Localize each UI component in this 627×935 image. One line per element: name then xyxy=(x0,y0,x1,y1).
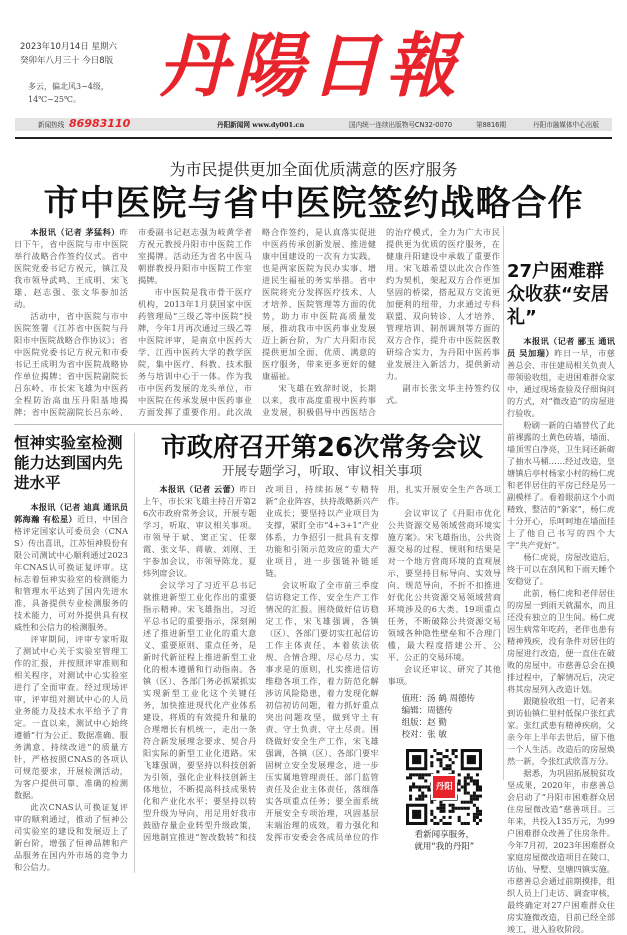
right-article-body: 本报讯（记者 郦玉 通讯员 吴加瑞）昨日一早，市慈善总会、市住建局相关负责人带领验收组，走进困难群众家中，通过现场查验及仔细询问的方式，对“微改造”的房屋进行验收。 粉刷一新的白墙替代了此前裸露的土黄色砖墙，墙面、墙顶雪白净亮，卫生间还新砌了抽水马桶……经过改造，皇塘镇后亭村杨家小村的杨仁虎和老伴居住的平房已经是另一副模样了。看着眼前这个小而精致、整洁的“新家”，杨仁虎十分开心，乐呵呵地在墙面挂上了他自己书写的四个大字“共产党好”。 杨仁虎说，房屋改造后，终于可以在刮风和下雨天睡个安稳觉了。 此前，杨仁虎和老伴居住的房屋一到雨天就漏水，而且还没有独立的卫生间。杨仁虎因生病常年吃药，老伴也患有精神残疾，没有条件对居住的房屋进行改造，便一直住在破败的房屋中。市慈善总会在摸排过程中，了解情况后，决定将其房屋列入改造计划。 跟随验收组一行，记者来到访仙镇仁里村低保户张红武家。张红武患有精神疾病，父亲今年上半年去世后，留下他一个人生活。改造后的房屋焕然一新，令张红武欣喜万分。 据悉，为巩固拓展脱贫攻坚成果，2020年，市慈善总会启动了“丹阳市困难群众居住房屋微改造”慈善项目。三年来，共投入135万元，为99户困难群众改善了住房条件。今年7月初，2023年困难群众家庭房屋微改造项目在陵口、访仙、导墅、皇塘四镇实施。市慈善总会通过前期摸排，组织人员上门走访、调查审核，最终确定对27户困难群众住房实施微改造，目前已经全部竣工，进入验收阶段。 xyxy=(507,336,615,934)
publisher: 丹阳市融媒体中心出版 xyxy=(533,121,599,129)
info-bar xyxy=(15,118,612,131)
right-article xyxy=(507,260,615,935)
column-divider xyxy=(134,433,135,873)
serial-number: 国内统一连续出版物号CN32-0070 xyxy=(349,121,453,129)
website-link[interactable]: 丹阳新闻网 www.dy001.cn xyxy=(217,121,305,129)
lead-article-headline: 市中医院与省中医院签约战略合作 xyxy=(43,184,584,224)
middle-article-body: 本报讯（记者 云蕾）昨日上午，市长宋飞雄主持召开第26次市政府常务会议，开展专题学习，听取、审议相关事项。市领导于斌、窦正宝、任翠霞、张文华、蒋敏、刘刚、王宇参加会议，市领导陈龙、夏炜列席会议。 会议学习了习近平总书记就推进新型工业化作出的重要指示精神。宋飞雄指出，习近平总书记的重要指示，深刻阐述了推进新型工业化的重大意义、重要原则、重点任务，是新时代新征程上推进新型工业化的根本遵循和行动指南。各镇（区）、各部门务必抓紧抓实实现新型工业化这个关键任务，加快推进现代化产业体系建设，将质的有效提升和量的合理增长有机统一，走出一条符合新发展理念要求、契合丹阳实际的新型工业化道路。宋飞雄强调，要坚持以科技创新为引领，强化企业科技创新主体地位，不断提高科技成果转化和产业化水平；要坚持以转型升级为导向，用足用好我市鼓励存量企业转型升级政策，因地制宜推进“智改数转”和技改项目，持续拓展“专精特新”企业阵容，扶持战略新兴产业成长；要坚持以产业项目为支撑，紧盯全市“4+3+1”产业体系，力争招引一批具有支撑功能和引领示范效应的重大产业项目，进一步强链补链延链。 会议听取了全市前三季度信访稳定工作、安全生产工作情况的汇报。围绕做好信访稳定工作，宋飞雄强调，各镇（区）、各部门要切实扛起信访工作主体责任，本着依法依规、合情合理、尽心尽力、实事求是的原则，扎实推进信访维稳各项工作，着力防范化解涉访风险隐患，着力发现化解初信初访问题，着力抓好重点突出问题攻坚，做到守土有责、守土负责、守土尽责。围绕做好安全生产工作，宋飞雄强调，各镇（区）、各部门要牢固树立安全发展理念，进一步压实属地管理责任、部门监管责任及企业主体责任，落细落实各项重点任务；要全面系统开展安全专项治理，巩固基层末端治理的成效，着力强化和发挥市安委会各成员单位的作用，扎实开展安全生产各项工作。 会议审议了《丹阳市优化公共资源交易领域营商环境实施方案》。宋飞雄指出，公共资源交易的过程、规则和结果是对一个地方营商环境的直观展示，要坚持目标导向、实效导向、规范导向，不折不扣推进好优化公共资源交易领域营商环境涉及的6大类、19项重点任务，不断破除公共资源交易领域各种隐性壁垒和不合理门槛，最大程度搭建公开、公平、公正的交易环境。 会议还审议、研究了其他事项。 值班：汤 鹤 周德传 编辑：周德传 组版：赵 勤 校对：张 敏 丹阳 看新闻享服务， 就用“我的丹阳” xyxy=(143,484,501,852)
lower-section xyxy=(14,433,502,873)
lead-article-body: 本报讯（记者 茅猛科）昨日下午，省中医院与市中医院举行战略合作签约仪式。省中医院党委书记方祝元，镇江及我市领导武鸣、王成明、宋飞雄、赵志强、张文华参加活动。 活动中，省中医院与市中医院签署《江苏省中医院与丹阳市中医院战略合作协议》；省中医院党委书记方祝元和市委书记王成明为省中医院战略协作单位揭牌；省中医院副院长吕东岭、市长宋飞雄为中医药全程防治高血压丹阳基地揭牌；省中医院副院长吕东岭、市委副书记赵志强为岐黄学者方祝元教授丹阳市中医院工作室揭牌。活动还为省名中医马朝群教授丹阳市中医院工作室揭牌。 市中医院是我市骨干医疗机构，2013年1月获国家中医药管理局“三级乙等中医院”授牌，今年1月再次通过三级乙等中医院评审，是南京中医药大学、江西中医药大学的教学医院，集中医疗、科教、技术服务与培训中心于一体。作为我市中医药发展的龙头单位，市中医院在传承发展中医药事业方面发挥了重要作用。此次战略合作签约，是认真落实促进中医药传承创新发展、推进健康中国建设的一次有力实践，也是两家医院为民办实事、增进民生福祉的务实举措。省中医院将充分发挥医疗技术、人才培养、医院管理等方面的优势，助力市中医院高质量发展，推动我市中医药事业发展迈上新台阶，为广大丹阳市民提供更加全面、优质、满意的医疗服务，带来更多更好的健康福祉。 宋飞雄在致辞时说，长期以来，我市高度重视中医药事业发展，积极倡导中西医结合的治疗模式，全力为广大市民提供更为优质的医疗服务，在健康丹阳建设中承载了重要作用。宋飞雄希望以此次合作签约为契机，架起双方合作更加坚固的桥梁，搭起双方交流更加便利的纽带，力求通过专科联盟、双向转诊、人才培养、管理培训、制剂调剂等方面的双方合作，提升市中医院医教研综合实力，为丹阳中医药事业发展注入新活力，提供新动力。 副市长张文华主持签约仪式。 xyxy=(14,227,500,417)
qr-caption: 看新闻享服务， 就用“我的丹阳” xyxy=(414,830,475,852)
left-article-headline: 恒神实验室检测能力达到国内先进水平 xyxy=(14,434,123,492)
column-divider xyxy=(503,226,504,780)
editorial-credits: 值班：汤 鹤 周德传 编辑：周德传 组版：赵 勤 校对：张 敏 xyxy=(401,694,476,740)
issue-number: 第8816期 xyxy=(476,121,506,129)
issue-date: 2023年10月14日 星期六 癸卯年八月三十 今日8版 xyxy=(20,42,117,66)
hotline-label: 新闻热线 xyxy=(38,121,65,129)
app-logo: 丹阳 xyxy=(431,774,457,800)
left-article xyxy=(14,433,128,873)
right-article-headline: 27户困难群众收获“安居礼” xyxy=(507,261,609,328)
section-divider xyxy=(14,424,502,425)
lead-article-subtitle: 为市民提供更加全面优质满意的医疗服务 xyxy=(169,160,458,179)
byline: 本报讯（记者 郦玉 通讯员 吴加瑞） xyxy=(507,336,615,358)
qr-code[interactable] xyxy=(406,749,482,825)
byline: 本报讯（记者 云蕾） xyxy=(159,484,240,494)
weather-forecast: 多云，偏北风3~4级，14℃~25℃。 xyxy=(28,82,109,104)
middle-article-subtitle: 开展专题学习，听取、审议相关事项 xyxy=(221,463,422,478)
main-area xyxy=(14,226,502,873)
middle-article xyxy=(141,433,503,873)
byline: 本报讯（记者 迪真 通讯员 郭海瀚 有松星） xyxy=(14,502,128,524)
hotline-number: 86983110 xyxy=(69,117,131,130)
left-article-body: 本报讯（记者 迪真 通讯员 郭海瀚 有松星）近日，中国合格评定国家认可委员会（CNAS）传出喜讯，江苏恒神股份有限公司测试中心顺利通过2023年CNAS认可换证复评审。这标志着恒神实验室的检测能力和管理水平达到了国内先进水准，具备提供专业检测服务的技术能力，可对外提供具有权威性和公信力的检测服务。 评审期间，评审专家听取了测试中心关于实验室管理工作的汇报，并按照评审准则和相关程序，对测试中心实验室进行了全面审查。经过现场评审，评审组对测试中心的人员业务能力及技术水平给予了肯定。一直以来，测试中心始终遵循“行为公正、数据准确、服务满意、持续改进”的质量方针，严格按照CNAS的各项认可规范要求，开展检测活动，为客户提供可靠、准确的检测数据。 此次CNAS认可换证复评审的顺利通过，推动了恒神公司实验室的建设和发展迈上了新台阶，增强了恒神品牌和产品服务在国内外市场的竞争力和公信力。 xyxy=(14,502,128,872)
qr-promo xyxy=(388,749,501,853)
middle-article-headline: 市政府召开第26次常务会议 xyxy=(160,433,484,463)
masthead-logo: 丹陽日報 xyxy=(158,24,462,107)
byline: 本报讯（记者 茅猛科） xyxy=(30,227,120,237)
header-rule xyxy=(15,137,612,139)
